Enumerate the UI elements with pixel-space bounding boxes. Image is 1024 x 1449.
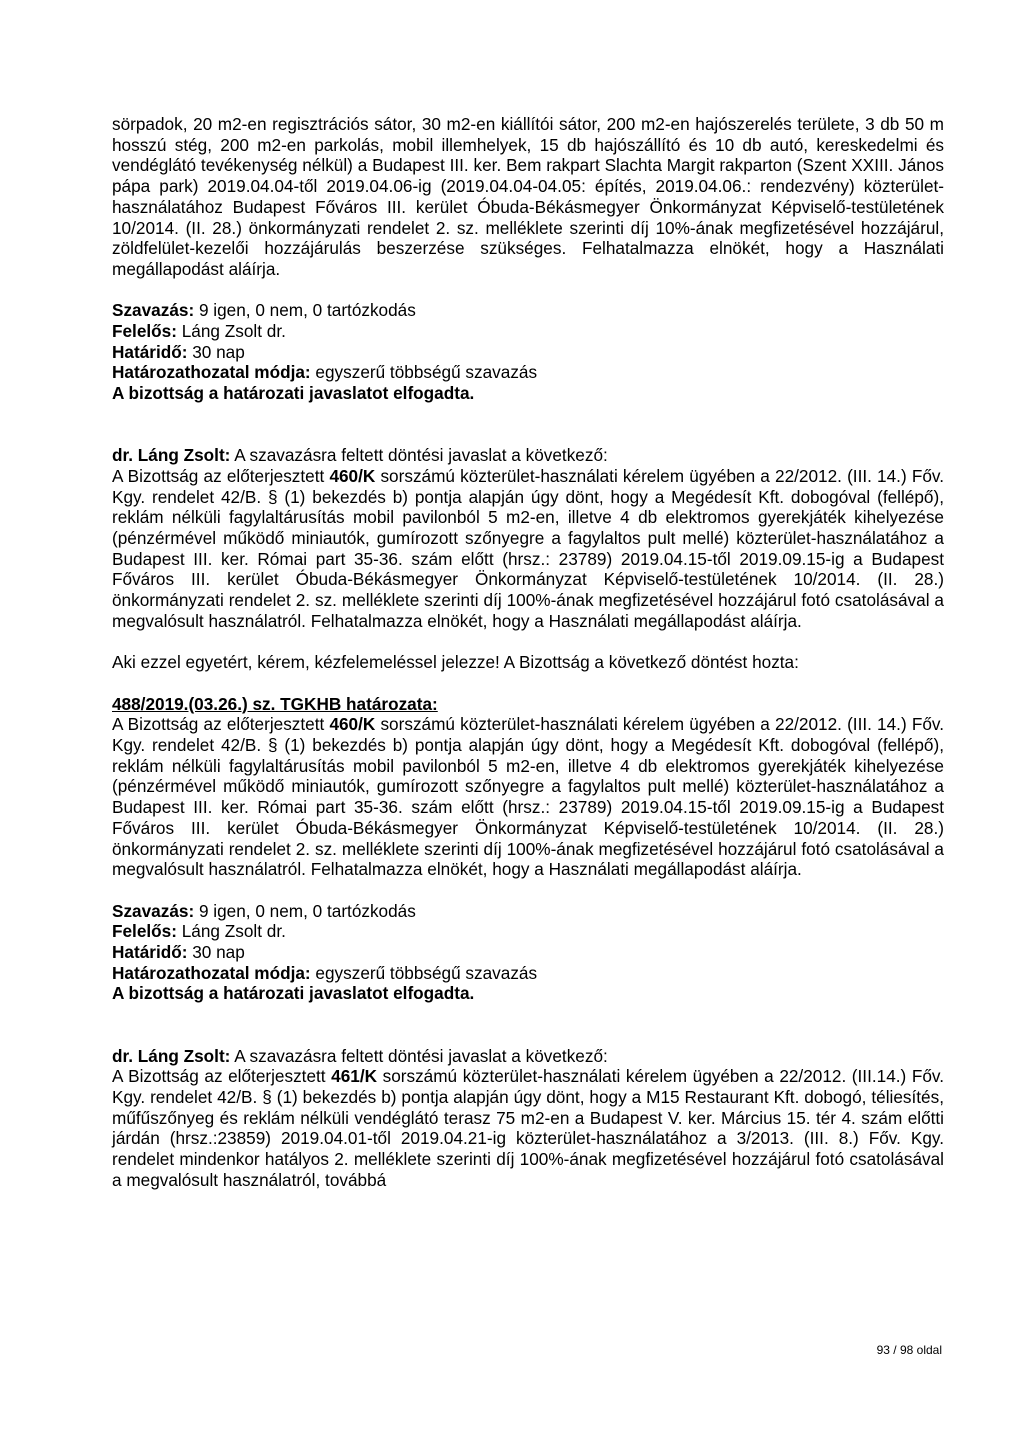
case-number: 460/K: [329, 714, 376, 735]
vote-label: Szavazás:: [112, 900, 195, 921]
resolution-488: [112, 694, 944, 880]
method-value: egyszerű többségű szavazás: [310, 362, 538, 383]
proposal-intro-line: [112, 445, 944, 466]
document-page: [112, 114, 944, 1190]
vote-line: [112, 901, 944, 922]
method-line: [112, 362, 944, 383]
speaker-name: dr. Láng Zsolt:: [112, 445, 231, 466]
responsible-label: Felelős:: [112, 921, 177, 942]
method-line: [112, 963, 944, 984]
proposal-2: [112, 1046, 944, 1191]
resolution-text-rest: sorszámú közterület-használati kérelem ügyében a 22/2012. (III. 14.) Főv. Kgy. rendelet 42/B. § (1) bekezdés b) pontja alapján úgy dönt, hogy a Megédesít Kft. dobogóval (fellépő), reklám nélküli fagylaltárusítás mobil pavilonból 5 m2-en, illetve 4 db elektromos gyerekjáték kihelyezése (pénzérmével működő miniautók, gumírozott szőnyegre a fagylaltos pult mellé) közterület-használatához a Budapest III. ker. Római part 35-36. szám előtt (hrsz.: 23789) 2019.04.15-től 2019.09.15-ig a Budapest Főváros III. kerület Óbuda-Békásmegyer Önkormányzat Képviselő-testületének 10/2014. (II. 28.) önkormányzati rendelet 2. sz. melléklete szerinti díj 100%-ának megfizetésével hozzájárul fotó csatolásával a megvalósult használatról. Felhatalmazza elnökét, hogy a Használati megállapodást aláírja.: [112, 714, 944, 880]
resolution-text-start: A Bizottság az előterjesztett: [112, 714, 330, 735]
page-number: 93 / 98 oldal: [876, 1343, 942, 1357]
responsible-line: [112, 921, 944, 942]
vote-value: 9 igen, 0 nem, 0 tartózkodás: [194, 900, 416, 921]
proposal-intro: A szavazásra feltett döntési javaslat a következő:: [230, 1045, 608, 1066]
responsible-value: Láng Zsolt dr.: [176, 321, 286, 342]
vote-line: [112, 300, 944, 321]
deadline-line: [112, 942, 944, 963]
deadline-value: 30 nap: [187, 341, 245, 362]
spacer: [112, 280, 944, 301]
method-value: egyszerű többségű szavazás: [310, 962, 538, 983]
resolution-text: [112, 714, 944, 880]
vote-label: Szavazás:: [112, 300, 195, 321]
deadline-value: 30 nap: [187, 942, 245, 963]
spacer: [112, 673, 944, 694]
responsible-label: Felelős:: [112, 321, 177, 342]
proposal-text-rest: sorszámú közterület-használati kérelem ügyében a 22/2012. (III.14.) Főv. Kgy. rendelet 42/B. § (1) bekezdés b) pontja alapján úgy dönt, hogy a M15 Restaurant Kft. dobogó, téliesítés, műfűszőnyeg és reklám nélküli vendéglátó terasz 75 m2-en a Budapest V. ker. Március 15. tér 4. szám előtti járdán (hrsz.:23859) 2019.04.01-től 2019.04.21-ig közterület-használatához a 3/2013. (III. 8.) Főv. Kgy. rendelet mindenkor hatályos 2. melléklete szerinti díj 100%-ának megfizetésével hozzájárul fotó csatolásával a megvalósult használatról, továbbá: [112, 1066, 944, 1190]
speaker-name: dr. Láng Zsolt:: [112, 1045, 231, 1066]
proposal-text-rest: sorszámú közterület-használati kérelem ügyében a 22/2012. (III. 14.) Főv. Kgy. rendelet 42/B. § (1) bekezdés b) pontja alapján úgy dönt, hogy a Megédesít Kft. dobogóval (fellépő), reklám nélküli fagylaltárusítás mobil pavilonból 5 m2-en, illetve 4 db elektromos gyerekjáték kihelyezése (pénzérmével működő miniautók, gumírozott szőnyegre a fagylaltos pult mellé) közterület-használatához a Budapest III. ker. Római part 35-36. szám előtt (hrsz.: 23789) 2019.04.15-től 2019.09.15-ig a Budapest Főváros III. kerület Óbuda-Békásmegyer Önkormányzat Képviselő-testületének 10/2014. (II. 28.) önkormányzati rendelet 2. sz. melléklete szerinti díj 100%-ának megfizetésével hozzájárul fotó csatolásával a megvalósult használatról. Felhatalmazza elnökét, hogy a Használati megállapodást aláírja.: [112, 465, 944, 631]
deadline-label: Határidő:: [112, 942, 188, 963]
responsible-line: [112, 321, 944, 342]
deadline-line: [112, 342, 944, 363]
resolution-heading: 488/2019.(03.26.) sz. TGKHB határozata:: [112, 693, 438, 714]
vote-value: 9 igen, 0 nem, 0 tartózkodás: [194, 300, 416, 321]
proposal-1: [112, 445, 944, 631]
vote-block-2: [112, 901, 944, 1005]
method-label: Határozathozatal módja:: [112, 962, 311, 983]
deadline-label: Határidő:: [112, 341, 188, 362]
spacer: [112, 880, 944, 901]
responsible-value: Láng Zsolt dr.: [176, 921, 286, 942]
accepted-line: A bizottság a határozati javaslatot elfogadta.: [112, 983, 475, 1004]
spacer: [112, 1004, 944, 1045]
accepted-line: A bizottság a határozati javaslatot elfogadta.: [112, 383, 475, 404]
continuation-paragraph: sörpadok, 20 m2-en regisztrációs sátor, 30 m2-en kiállítói sátor, 200 m2-en hajószerelés területe, 3 db 50 m hosszú stég, 200 m2-en parkolás, mobil illemhelyek, 15 db hajószállító és 10 db autó, kereskedelmi és vendéglátó tevékenység nélkül) a Budapest III. ker. Bem rakpart Slachta Margit rakparton (Szent XXIII. János pápa park) 2019.04.04-től 2019.04.06-ig (2019.04.04-04.05: építés, 2019.04.06.: rendezvény) közterület-használatához Budapest Főváros III. kerület Óbuda-Békásmegyer Önkormányzat Képviselő-testületének 10/2014. (II. 28.) önkormányzati rendelet 2. sz. melléklete szerinti díj 10%-ának megfizetésével hozzájárul, zöldfelület-kezelői hozzájárulás beszerzése szükséges. Felhatalmazza elnökét, hogy a Használati megállapodást aláírja.: [112, 114, 944, 279]
case-number: 461/K: [331, 1066, 378, 1087]
vote-block-1: [112, 300, 944, 404]
proposal-text: [112, 466, 944, 632]
case-number: 460/K: [329, 465, 376, 486]
proposal-text-start: A Bizottság az előterjesztett: [112, 465, 330, 486]
call-to-vote: Aki ezzel egyetért, kérem, kézfelemeléssel jelezze! A Bizottság a következő döntést hozta:: [112, 652, 799, 673]
proposal-text: [112, 1066, 944, 1190]
spacer: [112, 404, 944, 445]
proposal-text-start: A Bizottság az előterjesztett: [112, 1066, 332, 1087]
proposal-intro: A szavazásra feltett döntési javaslat a következő:: [230, 445, 608, 466]
method-label: Határozathozatal módja:: [112, 362, 311, 383]
proposal-intro-line: [112, 1046, 944, 1067]
spacer: [112, 632, 944, 653]
